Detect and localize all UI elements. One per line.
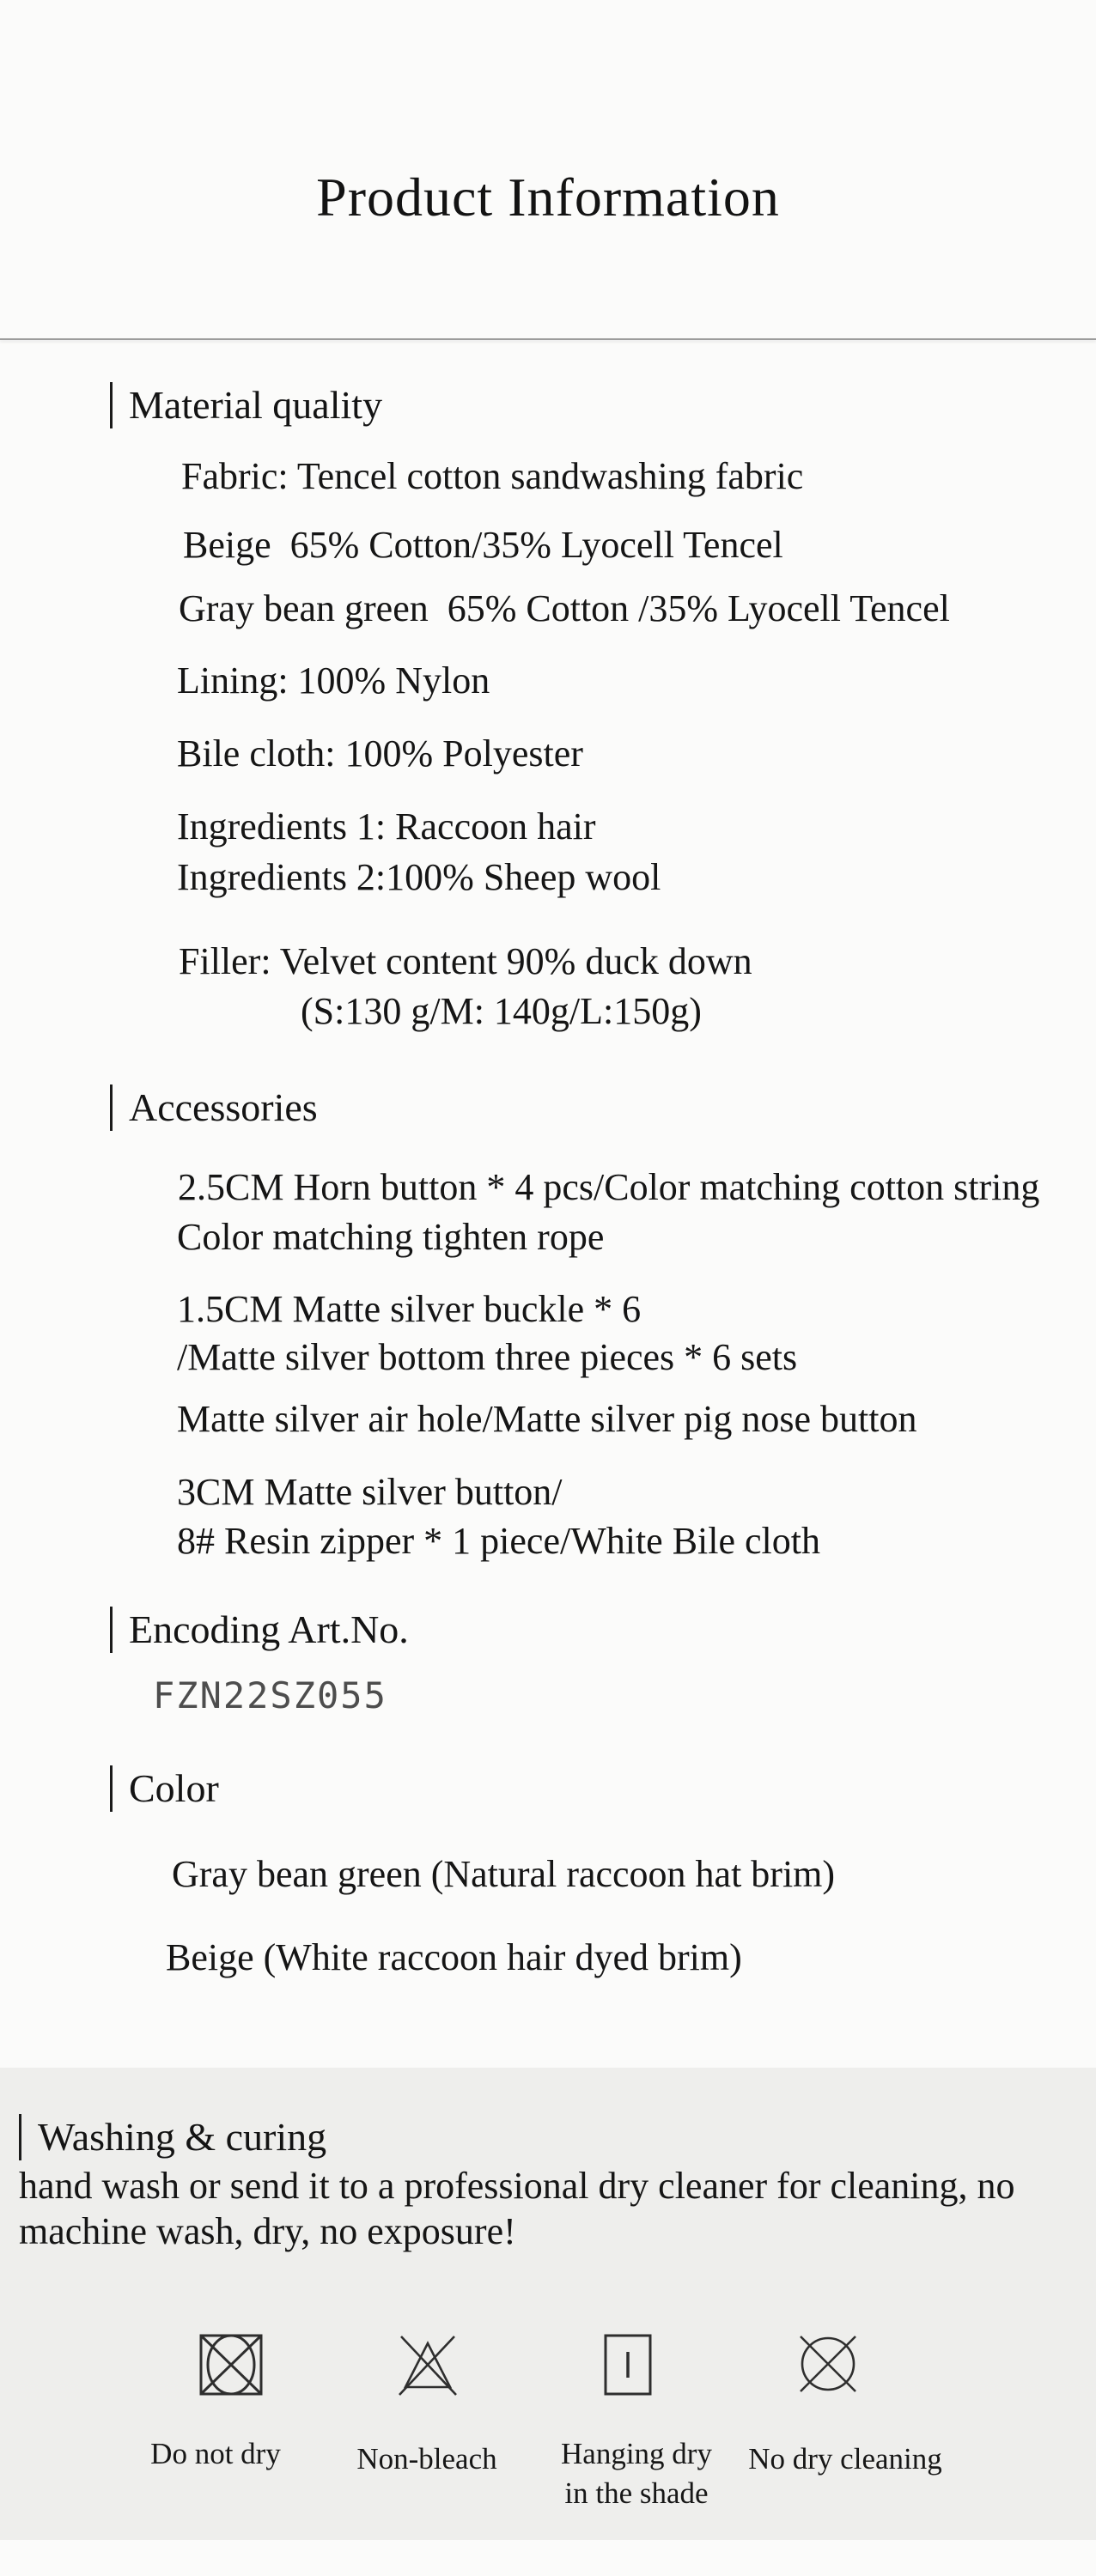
washing-instructions-line-1: hand wash or send it to a professional dry cleaner for cleaning, no	[19, 2165, 1015, 2207]
care-label-hang-dry	[533, 2434, 740, 2513]
accessories-resin-zipper-line: 8# Resin zipper * 1 piece/White Bile cloth	[177, 1520, 821, 1562]
section-header-material-quality	[110, 381, 382, 429]
divider-line	[0, 338, 1096, 340]
section-header-label: Material quality	[129, 383, 383, 427]
section-header-washing	[19, 2113, 326, 2161]
material-filler-line: Filler: Velvet content 90% duck down	[179, 940, 752, 982]
section-header-label: Color	[129, 1766, 219, 1810]
material-fabric-line: Fabric: Tencel cotton sandwashing fabric	[181, 455, 804, 497]
color-graybean-line: Gray bean green (Natural raccoon hat brim)	[172, 1853, 836, 1895]
accessories-silver-button-line: 3CM Matte silver button/	[177, 1471, 563, 1513]
material-ingredients1-line: Ingredients 1: Raccoon hair	[177, 805, 596, 848]
care-label-hang-dry-line1: Hanging dry	[561, 2437, 712, 2470]
care-label-non-bleach: Non-bleach	[356, 2442, 497, 2476]
section-header-label: Accessories	[129, 1085, 318, 1129]
accessories-buckle-line: 1.5CM Matte silver buckle * 6	[177, 1288, 642, 1330]
section-header-encoding	[110, 1606, 409, 1654]
section-header-label: Encoding Art.No.	[129, 1607, 409, 1651]
do-not-dry-icon	[197, 2332, 265, 2397]
care-label-do-not-dry: Do not dry	[150, 2437, 281, 2470]
section-bar	[110, 1607, 113, 1653]
care-label-no-dry-cleaning: No dry cleaning	[748, 2442, 942, 2476]
non-bleach-icon	[393, 2332, 462, 2397]
accessories-tighten-rope-line: Color matching tighten rope	[177, 1216, 605, 1258]
care-label-hang-dry-line2: in the shade	[564, 2476, 709, 2510]
material-filler-sizes-line: (S:130 g/M: 140g/L:150g)	[301, 990, 702, 1032]
color-beige-line: Beige (White raccoon hair dyed brim)	[166, 1936, 742, 1978]
page-title: Product Information	[316, 167, 780, 228]
article-number-code: FZN22SZ055	[153, 1674, 387, 1716]
section-header-label: Washing & curing	[38, 2115, 327, 2159]
section-bar	[110, 1765, 113, 1812]
section-bar	[19, 2114, 21, 2160]
accessories-horn-button-line: 2.5CM Horn button * 4 pcs/Color matching cotton string	[178, 1166, 1040, 1208]
material-ingredients2-line: Ingredients 2:100% Sheep wool	[177, 856, 661, 898]
material-bile-cloth-line: Bile cloth: 100% Polyester	[177, 732, 583, 775]
accessories-air-hole-line: Matte silver air hole/Matte silver pig nose button	[177, 1398, 917, 1440]
section-bar	[110, 382, 113, 428]
accessories-bottom-pieces-line: /Matte silver bottom three pieces * 6 sets	[177, 1336, 798, 1378]
material-beige-line: Beige 65% Cotton/35% Lyocell Tencel	[183, 524, 783, 566]
section-header-color	[110, 1765, 219, 1813]
washing-instructions-line-2: machine wash, dry, no exposure!	[19, 2210, 516, 2252]
material-lining-line: Lining: 100% Nylon	[177, 659, 490, 702]
material-graybean-line: Gray bean green 65% Cotton /35% Lyocell Tencel	[179, 587, 950, 629]
hang-dry-shade-icon	[603, 2332, 653, 2397]
section-header-accessories	[110, 1084, 318, 1132]
section-bar	[110, 1084, 113, 1131]
no-dry-cleaning-icon	[794, 2330, 862, 2397]
